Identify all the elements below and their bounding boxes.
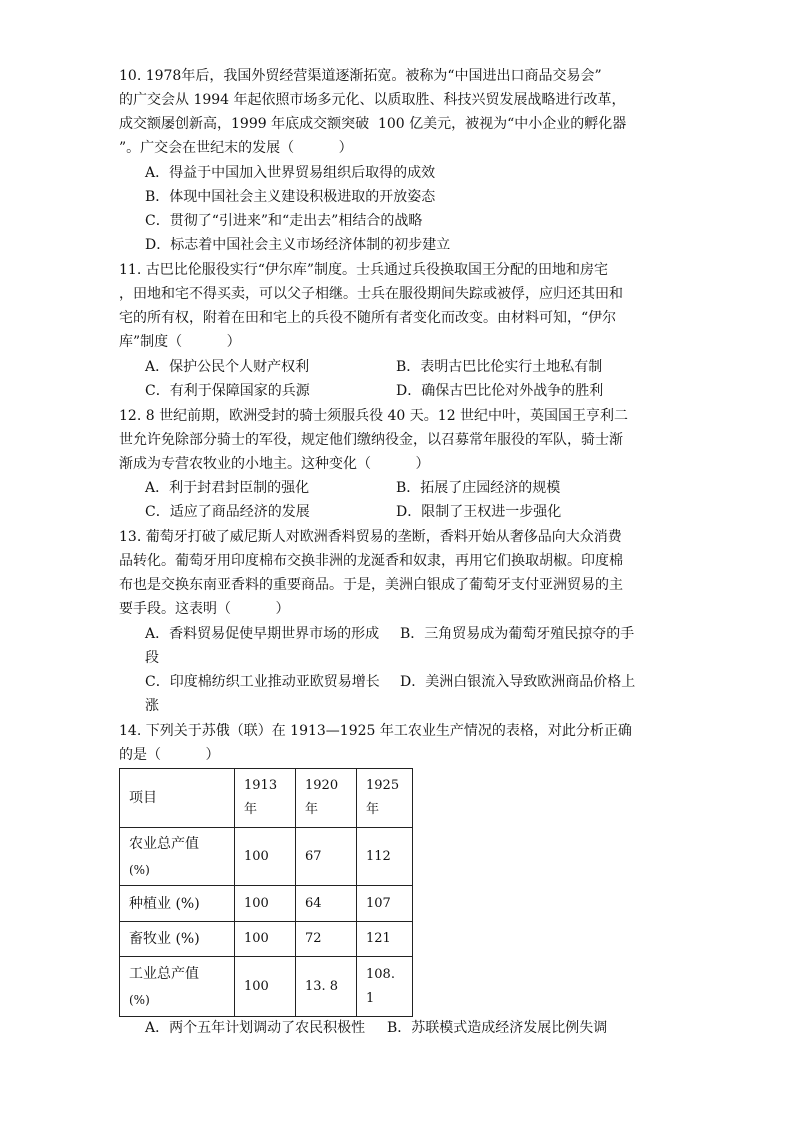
table-cell: 72: [296, 922, 357, 957]
question-14-option-b[interactable]: B．苏联模式造成经济发展比例失调: [387, 1020, 608, 1036]
question-13-option-b-continued: 段: [145, 650, 159, 666]
table-header-cell: [357, 769, 413, 828]
question-11-stem-line: 宅的所有权，附着在田和宅上的兵役不随所有者变化而改变。由材料可知，“伊尔: [119, 310, 617, 326]
table-cell: 121: [357, 922, 413, 957]
table-header-cell: [120, 769, 235, 828]
question-11-stem-line: 库”制度（ ）: [119, 334, 241, 350]
table-cell: 100: [235, 922, 296, 957]
question-11-option-c[interactable]: C．有利于保障国家的兵源: [145, 383, 310, 399]
question-11-stem-line: ，田地和宅不得买卖，可以父子相继。士兵在服役期间失踪或被俘，应归还其田和: [119, 286, 623, 302]
question-12-option-b[interactable]: B．拓展了庄园经济的规模: [396, 480, 561, 496]
question-12-option-d[interactable]: D．限制了王权进一步强化: [396, 504, 562, 520]
row-label-unit: (%): [129, 992, 150, 1007]
table-header-cell: [235, 769, 296, 828]
table-header-row: [120, 769, 413, 828]
header-item-label: 项目: [129, 790, 157, 806]
question-11-stem-line: 11. 古巴比伦服役实行“伊尔库”制度。士兵通过兵役换取国王分配的田地和房宅: [119, 262, 609, 278]
question-11-option-b[interactable]: B．表明古巴比伦实行土地私有制: [396, 359, 603, 375]
question-14-option-a[interactable]: A．两个五年计划调动了农民积极性: [145, 1020, 366, 1036]
question-12-stem-line: 12. 8 世纪前期，欧洲受封的骑士须服兵役 40 天。12 世纪中叶，英国国王亨利二: [119, 408, 629, 424]
row-label-text: 工业总产值: [129, 965, 199, 982]
question-13-option-d-continued: 涨: [145, 698, 159, 714]
question-10-stem-line: ”。广交会在世纪末的发展（ ）: [119, 140, 353, 156]
question-13-stem-line: 13. 葡萄牙打破了威尼斯人对欧洲香料贸易的垄断，香料开始从奢侈品向大众消费: [119, 529, 622, 545]
question-10-option-c[interactable]: C．贯彻了“引进来”和“走出去”相结合的战略: [145, 213, 423, 229]
table-row: [120, 957, 413, 1017]
table-cell: [357, 957, 413, 1017]
table-cell: 67: [296, 828, 357, 886]
table-cell: 13. 8: [296, 957, 357, 1017]
table-row-label: 种植业 (%): [120, 886, 235, 922]
question-13-option-b[interactable]: B．三角贸易成为葡萄牙殖民掠夺的手: [400, 626, 635, 642]
question-10-option-b[interactable]: B．体现中国社会主义建设积极进取的开放姿态: [145, 189, 436, 205]
table-cell: 100: [235, 886, 296, 922]
question-12-stem-line: 渐成为专营农牧业的小地主。这种变化（ ）: [119, 456, 430, 472]
table-cell: 100: [235, 957, 296, 1017]
question-10-option-d[interactable]: D．标志着中国社会主义市场经济体制的初步建立: [145, 237, 451, 253]
table-header-cell: [296, 769, 357, 828]
question-14-stem-line: 的是（ ）: [119, 747, 220, 763]
question-10-option-a[interactable]: A．得益于中国加入世界贸易组织后取得的成效: [145, 165, 436, 181]
header-year: 1925: [366, 778, 400, 793]
header-year-unit: 年: [244, 802, 258, 817]
table-row: [120, 828, 413, 886]
question-10-stem-line: 10. 1978年后，我国外贸经营渠道逐渐拓宽。被称为“中国进出口商品交易会”: [119, 68, 602, 84]
question-11-option-a[interactable]: A．保护公民个人财产权利: [145, 359, 310, 375]
question-13-option-d[interactable]: D．美洲白银流入导致欧洲商品价格上: [400, 674, 636, 690]
table-row: [120, 922, 413, 957]
table-cell: 107: [357, 886, 413, 922]
table-cell: 64: [296, 886, 357, 922]
cell-value-line: 108.: [366, 966, 395, 982]
header-year-unit: 年: [366, 802, 380, 817]
table-row-label: [120, 957, 235, 1017]
question-10-stem-line: 成交额屡创新高，1999 年底成交额突破 100 亿美元，被视为“中小企业的孵化器: [119, 116, 627, 132]
question-12-option-c[interactable]: C．适应了商品经济的发展: [145, 504, 310, 520]
header-year: 1920: [305, 778, 339, 793]
question-12-option-a[interactable]: A．利于封君封臣制的强化: [145, 480, 310, 496]
table-row-label: 畜牧业 (%): [120, 922, 235, 957]
row-label-text: 农业总产值: [129, 835, 199, 852]
question-13-stem-line: 品转化。葡萄牙用印度棉布交换非洲的龙涎香和奴隶，再用它们换取胡椒。印度棉: [119, 553, 623, 569]
table-cell: 112: [357, 828, 413, 886]
table-row: [120, 886, 413, 922]
question-10-stem-line: 的广交会从 1994 年起依照市场多元化、以质取胜、科技兴贸发展战略进行改革，: [119, 92, 626, 108]
question-14-stem-line: 14. 下列关于苏俄（联）在 1913—1925 年工农业生产情况的表格，对此分析正确: [119, 723, 632, 739]
question-11-option-d[interactable]: D．确保古巴比伦对外战争的胜利: [396, 383, 604, 399]
production-table: [119, 768, 413, 1017]
header-year: 1913: [244, 778, 278, 793]
row-label-unit: (%): [129, 862, 150, 877]
question-13-option-a[interactable]: A．香料贸易促使早期世界市场的形成: [145, 626, 380, 642]
question-12-stem-line: 世允许免除部分骑士的军役，规定他们缴纳役金，以召募常年服役的军队，骑士渐: [119, 432, 623, 448]
table-cell: 100: [235, 828, 296, 886]
table-row-label: [120, 828, 235, 886]
question-13-stem-line: 要手段。这表明（ ）: [119, 601, 290, 617]
cell-value-line: 1: [366, 990, 375, 1006]
header-year-unit: 年: [305, 802, 319, 817]
question-13-option-c[interactable]: C．印度棉纺织工业推动亚欧贸易增长: [145, 674, 380, 690]
question-13-stem-line: 布也是交换东南亚香料的重要商品。于是，美洲白银成了葡萄牙支付亚洲贸易的主: [119, 577, 623, 593]
